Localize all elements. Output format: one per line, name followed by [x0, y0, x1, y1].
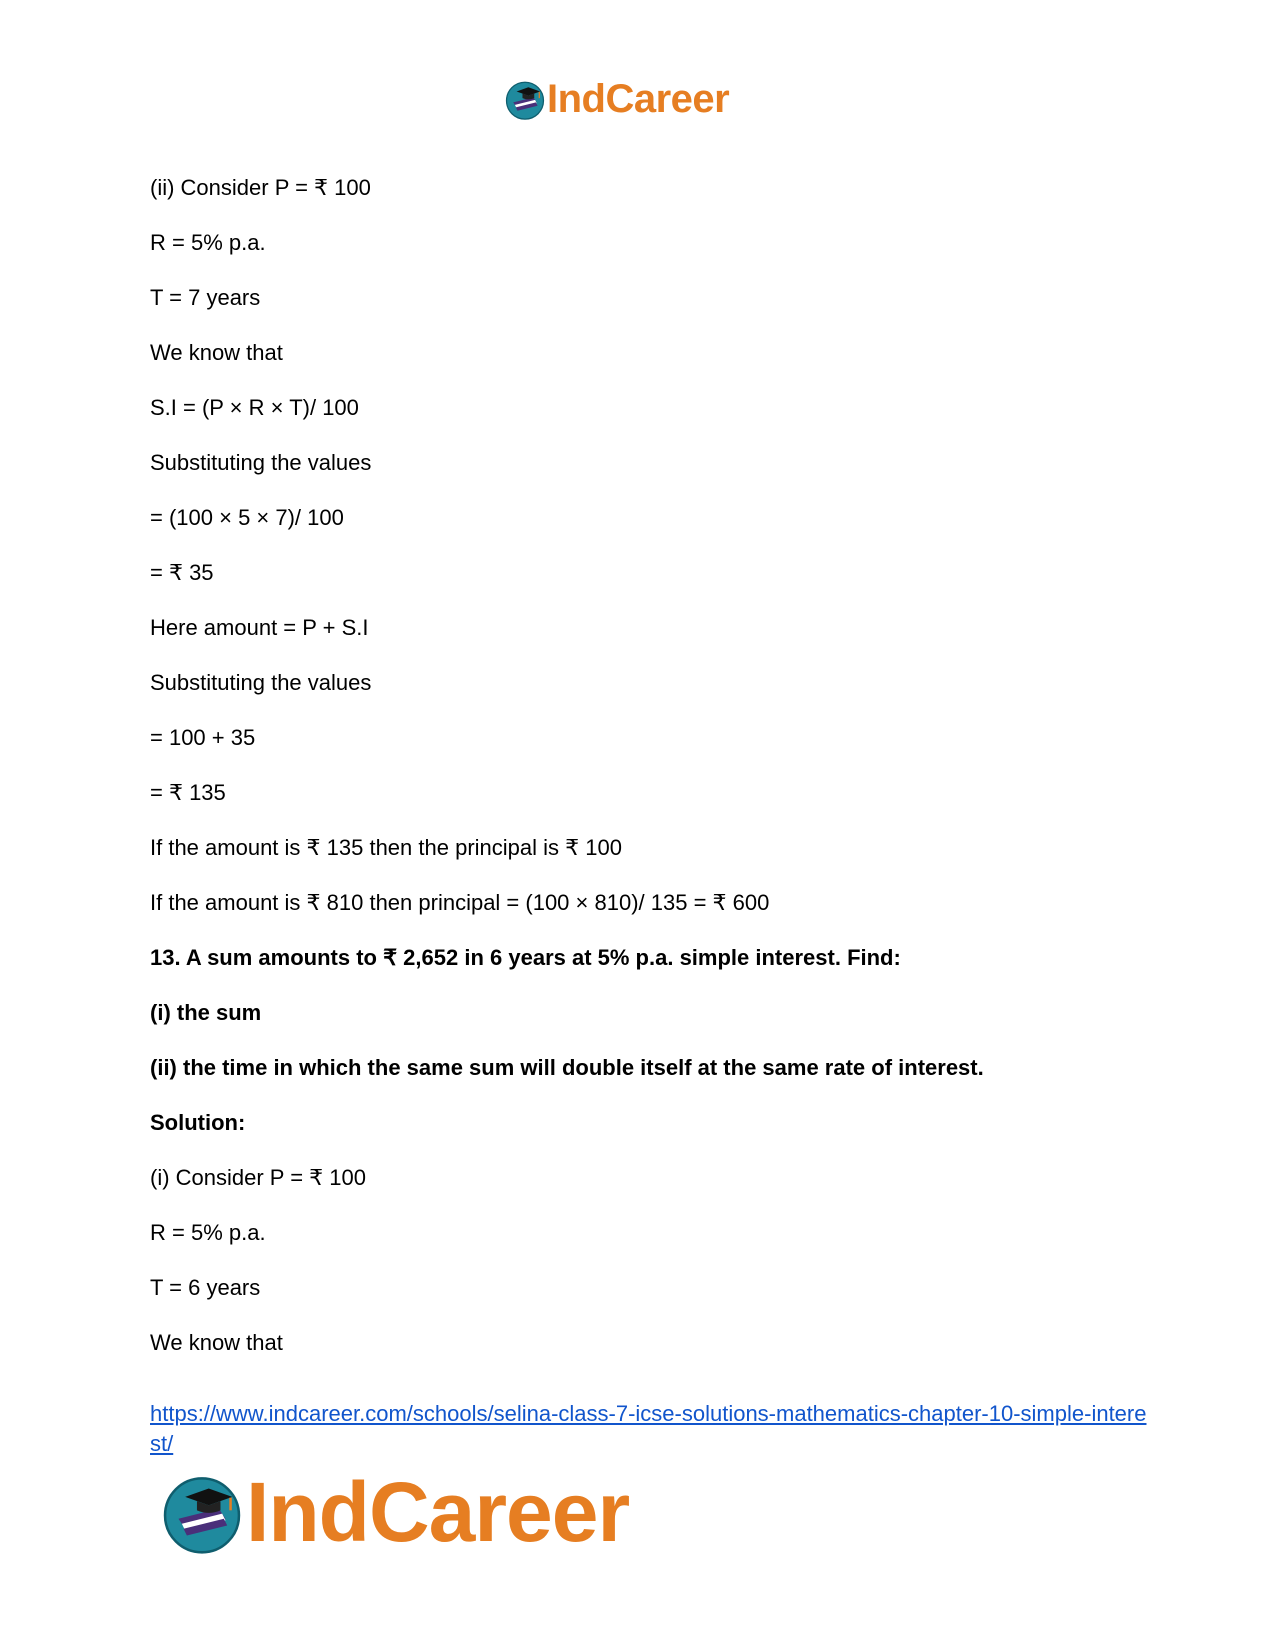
question-text-line: 13. A sum amounts to ₹ 2,652 in 6 years at 5% p.a. simple interest. Find: — [150, 945, 901, 970]
solution-text-line: Here amount = P + S.I — [150, 615, 369, 640]
header-logo — [504, 78, 729, 120]
logo-wordmark: IndCareer — [547, 77, 730, 121]
solution-text-line: We know that — [150, 1330, 283, 1355]
graduation-cap-book-icon — [160, 1470, 244, 1554]
solution-text-line: T = 6 years — [150, 1275, 261, 1300]
logo-wordmark: IndCareer — [246, 1465, 630, 1559]
solution-text-line: Substituting the values — [150, 450, 372, 475]
document-body — [150, 175, 1150, 1385]
graduation-cap-book-icon — [504, 78, 546, 120]
solution-text-line: = (100 × 5 × 7)/ 100 — [150, 505, 344, 530]
solution-text-line: R = 5% p.a. — [150, 230, 266, 255]
solution-text-line: If the amount is ₹ 135 then the principal is ₹ 100 — [150, 835, 622, 860]
solution-text-line: S.I = (P × R × T)/ 100 — [150, 395, 359, 420]
question-text-line: Solution: — [150, 1110, 246, 1135]
solution-text-line: = ₹ 35 — [150, 560, 214, 585]
solution-text-line: R = 5% p.a. — [150, 1220, 266, 1245]
solution-text-line: We know that — [150, 340, 283, 365]
solution-text-line: Substituting the values — [150, 670, 372, 695]
solution-text-line: (i) Consider P = ₹ 100 — [150, 1165, 366, 1190]
solution-text-line: = 100 + 35 — [150, 725, 256, 750]
solution-text-line: If the amount is ₹ 810 then principal = (100 × 810)/ 135 = ₹ 600 — [150, 890, 770, 915]
solution-text-line: T = 7 years — [150, 285, 261, 310]
footer-logo — [160, 1465, 630, 1559]
solution-text-line: = ₹ 135 — [150, 780, 226, 805]
question-text-line: (ii) the time in which the same sum will double itself at the same rate of interest. — [150, 1055, 984, 1080]
source-url-link[interactable]: https://www.indcareer.com/schools/selina-class-7-icse-solutions-mathematics-chapter-10-simple-interest/ — [150, 1401, 1147, 1456]
solution-text-line: (ii) Consider P = ₹ 100 — [150, 175, 371, 200]
question-text-line: (i) the sum — [150, 1000, 262, 1025]
